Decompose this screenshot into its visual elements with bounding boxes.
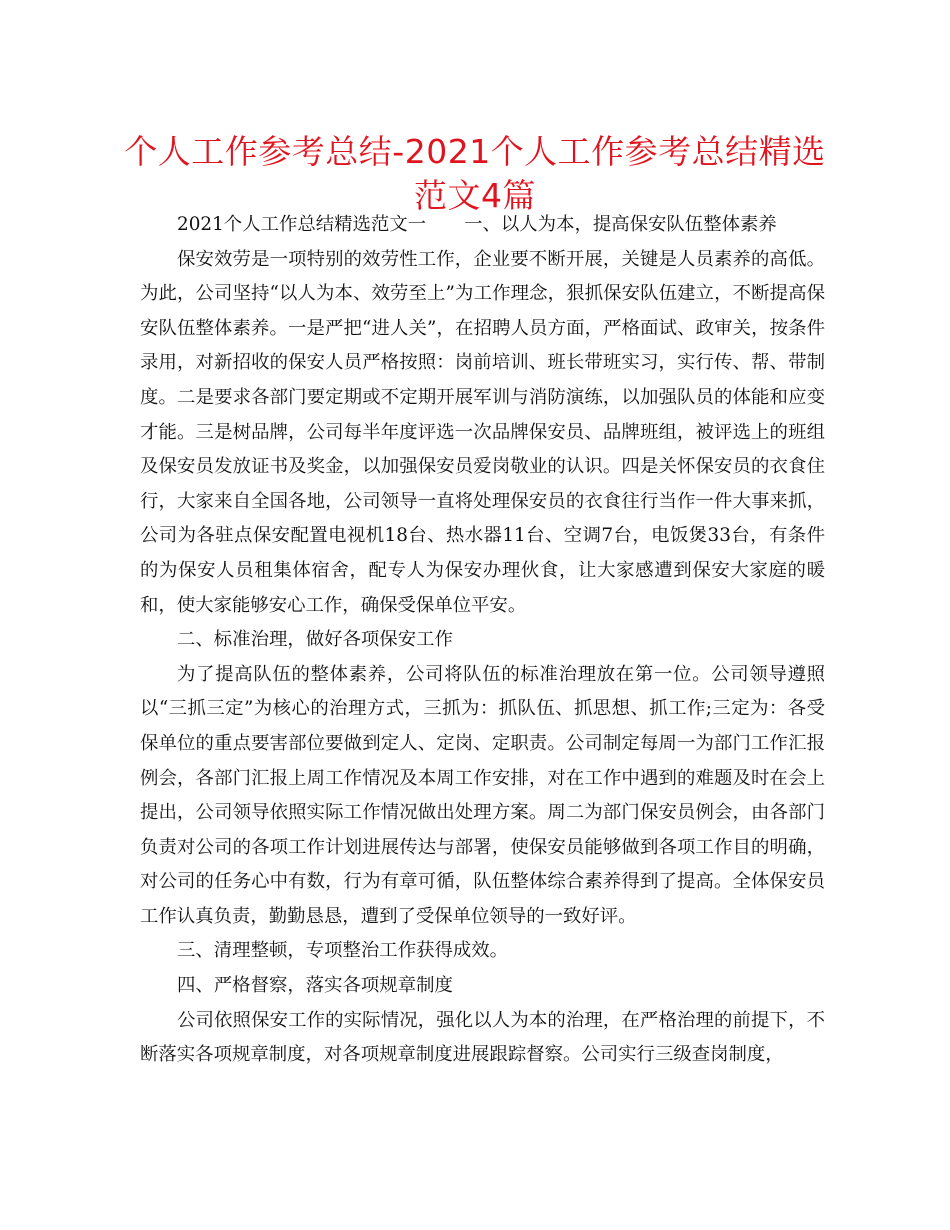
section-heading-2: 二、标准治理，做好各项保安工作 — [177, 629, 453, 651]
section-heading-1: 一、以人为本，提高保安队伍整体素养 — [464, 214, 777, 235]
paragraph-2: 为了提高队伍的整体素养，公司将队伍的标准治理放在第一位。公司领导遵照以“三抓三定”为核心的治理方式，三抓为：抓队伍、抓思想、抓工作;三定为：各受保单位的重点要害部位要做到定人、定岗、定职责。公司制定每周一为部门工作汇报例会，各部门汇报上周工作情况及本周工作安排，对在工作中遇到的难题及时在会上提出，公司领导依照实际工作情况做出处理方案。周二为部门保安员例会，由各部门负责对公司的各项工作计划进展传达与部署，使保安员能够做到各项工作目的明确，对公司的任务心中有数，行为有章可循，队伍整体综合素养得到了提高。全体保安员工作认真负责，勤勤恳恳，遭到了受保单位领导的一致好评。 — [140, 663, 825, 927]
intro-line — [140, 208, 825, 243]
intro-heading: 2021个人工作总结精选范文一 — [177, 214, 427, 235]
paragraph-1: 保安效劳是一项特别的效劳性工作，企业要不断开展，关键是人员素养的高低。为此，公司坚持“以人为本、效劳至上”为工作理念，狠抓保安队伍建立，不断提高保安队伍整体素养。一是严把“进人关”，在招聘人员方面，严格面试、政审关，按条件录用，对新招收的保安人员严格按照：岗前培训、班长带班实习，实行传、帮、带制度。二是要求各部门要定期或不定期开展军训与消防演练，以加强队员的体能和应变才能。三是树品牌，公司每半年度评选一次品牌保安员、品牌班组，被评选上的班组及保安员发放证书及奖金，以加强保安员爱岗敬业的认识。四是关怀保安员的衣食住行，大家来自全国各地，公司领导一直将处理保安员的衣食往行当作一件大事来抓，公司为各驻点保安配置电视机18台、热水器11台、空调7台，电饭煲33台，有条件的为保安人员租集体宿舍，配专人为保安办理伙食，让大家感遭到保安大家庭的暖和，使大家能够安心工作，确保受保单位平安。 — [140, 248, 825, 616]
section-heading-4: 四、严格督察，落实各项规章制度 — [177, 975, 453, 997]
document-title-line-2: 范文4篇 — [414, 176, 536, 215]
document-body — [140, 208, 825, 1073]
section-heading-3: 三、清理整顿，专项整治工作获得成效。 — [177, 940, 509, 962]
document-title-line-1: 个人工作参考总结-2021个人工作参考总结精选 — [124, 132, 826, 171]
paragraph-3: 公司依照保安工作的实际情况，强化以人为本的治理，在严格治理的前提下，不断落实各项规章制度，对各项规章制度进展跟踪督察。公司实行三级查岗制度， — [140, 1009, 825, 1066]
